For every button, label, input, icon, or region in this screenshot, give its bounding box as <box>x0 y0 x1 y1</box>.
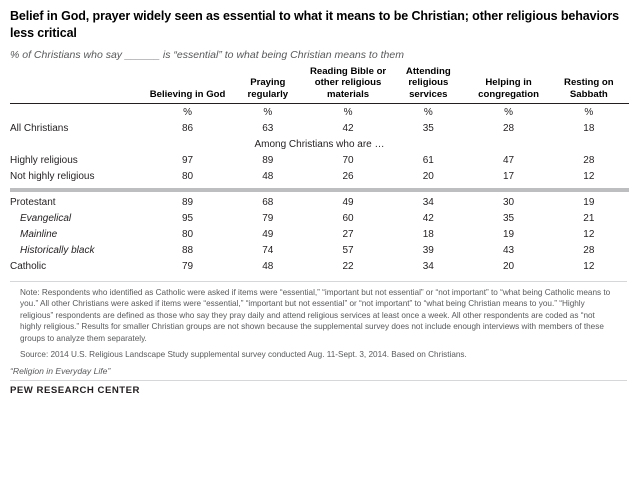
row-label: Evangelical <box>20 212 72 224</box>
row-value: 12 <box>583 261 595 273</box>
table-row <box>10 259 629 275</box>
table-corner <box>10 66 147 103</box>
row-value: 20 <box>503 261 515 273</box>
row-value: 42 <box>422 212 434 224</box>
percent-symbol: % <box>183 106 193 118</box>
row-value: 48 <box>262 171 274 183</box>
column-header-resting-on-sabbath: Resting on Sabbath <box>549 66 629 103</box>
column-header-praying-regularly: Praying regularly <box>228 66 308 103</box>
row-value: 28 <box>503 122 515 134</box>
percent-symbol: % <box>504 106 514 118</box>
row-value: 42 <box>342 122 354 134</box>
row-value: 28 <box>583 245 595 257</box>
row-value: 95 <box>182 212 194 224</box>
row-label: Historically black <box>20 245 95 257</box>
percent-symbol-row <box>10 104 629 121</box>
row-value: 79 <box>262 212 274 224</box>
table-row <box>10 120 629 136</box>
footer <box>10 380 627 396</box>
table-row <box>10 194 629 210</box>
column-header-helping-in-congregation: Helping in congregation <box>468 66 548 103</box>
row-value: 49 <box>262 228 274 240</box>
row-value: 30 <box>503 196 515 208</box>
row-value: 47 <box>503 155 515 167</box>
table-row <box>10 243 629 259</box>
row-value: 21 <box>583 212 595 224</box>
section-divider <box>10 185 629 194</box>
row-value: 39 <box>422 245 434 257</box>
table-header-row <box>10 66 629 103</box>
report-name: “Religion in Everyday Life” <box>10 365 111 376</box>
brand-name: PEW RESEARCH CENTER <box>10 384 140 396</box>
group-note-row <box>10 136 629 152</box>
row-value: 97 <box>182 155 194 167</box>
row-label: Protestant <box>10 196 56 208</box>
percent-symbol: % <box>343 106 353 118</box>
table-row <box>10 226 629 242</box>
row-value: 88 <box>182 245 194 257</box>
table-row <box>10 210 629 226</box>
column-header-believing-in-god: Believing in God <box>147 66 227 103</box>
row-value: 12 <box>583 171 595 183</box>
row-value: 43 <box>503 245 515 257</box>
page-title: Belief in God, prayer widely seen as essential to what it means to be Christian; other religious behaviors less critical <box>10 9 620 40</box>
row-value: 18 <box>583 122 595 134</box>
row-label: All Christians <box>10 122 69 134</box>
row-value: 63 <box>262 122 274 134</box>
source-note: Source: 2014 U.S. Religious Landscape Study supplemental survey conducted Aug. 11-Sept. 3, 2014. Based on Christians. <box>20 350 467 360</box>
row-value: 49 <box>342 196 354 208</box>
percent-row-label <box>10 104 147 121</box>
column-header-attending-services: Attending religious services <box>388 66 468 103</box>
row-value: 86 <box>182 122 194 134</box>
row-value: 57 <box>342 245 354 257</box>
group-note-label: Among Christians who are … <box>254 139 385 151</box>
row-value: 17 <box>503 171 515 183</box>
row-value: 19 <box>503 228 515 240</box>
row-value: 28 <box>583 155 595 167</box>
row-label: Mainline <box>20 228 58 240</box>
row-label: Not highly religious <box>10 171 95 183</box>
row-value: 22 <box>342 261 354 273</box>
data-table <box>10 66 629 275</box>
row-value: 80 <box>182 228 194 240</box>
row-value: 89 <box>262 155 274 167</box>
table-row <box>10 169 629 185</box>
row-value: 34 <box>422 196 434 208</box>
row-value: 79 <box>182 261 194 273</box>
row-value: 68 <box>262 196 274 208</box>
row-label: Catholic <box>10 261 47 273</box>
row-value: 70 <box>342 155 354 167</box>
row-value: 89 <box>182 196 194 208</box>
row-value: 20 <box>422 171 434 183</box>
row-value: 35 <box>503 212 515 224</box>
row-value: 19 <box>583 196 595 208</box>
row-label: Highly religious <box>10 155 78 167</box>
row-value: 27 <box>342 228 354 240</box>
row-value: 61 <box>422 155 434 167</box>
row-value: 18 <box>422 228 434 240</box>
row-value: 60 <box>342 212 354 224</box>
chart-subtitle: % of Christians who say ______ is “essential” to what being Christian means to them <box>10 49 404 61</box>
table-row <box>10 153 629 169</box>
column-header-reading-bible: Reading Bible or other religious materials <box>308 66 388 103</box>
row-value: 35 <box>422 122 434 134</box>
row-value: 34 <box>422 261 434 273</box>
percent-symbol: % <box>423 106 433 118</box>
row-value: 12 <box>583 228 595 240</box>
percent-symbol: % <box>584 106 594 118</box>
methodology-note: Note: Respondents who identified as Catholic were asked if items were “essential,” “important but not essential” or “not important” to “what being Catholic means to you.” All other Christians were asked if items were “essential,” “important but not essential” or “not important” to “what being Christian means to you.” “Highly religious” respondents are defined as those who say they pray daily and attend religious services at least once a week. All other respondents are coded as “not highly religious.” Results for smaller Christian groups are not shown because the supplemental survey does not include enough interviews with members of these groups to analyze them separately. <box>20 287 611 343</box>
row-value: 74 <box>262 245 274 257</box>
row-value: 80 <box>182 171 194 183</box>
notes-block <box>10 281 627 361</box>
row-value: 26 <box>342 171 354 183</box>
percent-symbol: % <box>263 106 273 118</box>
row-value: 48 <box>262 261 274 273</box>
